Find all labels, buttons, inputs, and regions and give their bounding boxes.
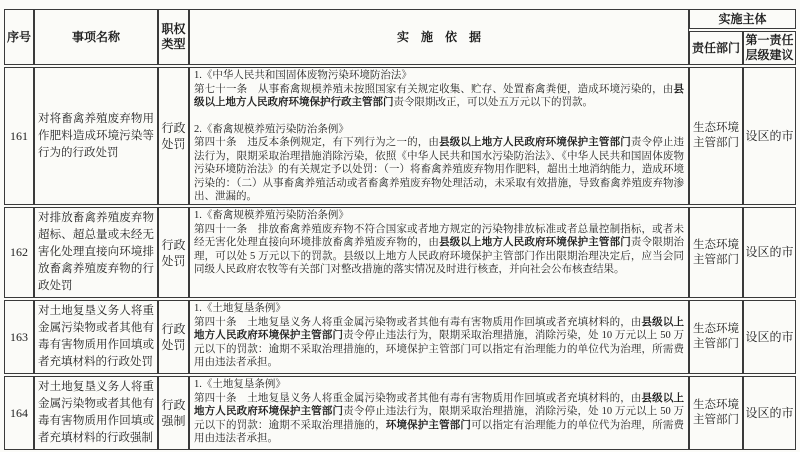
basis-text: 责令限期改正，可以处五万元以下的罚款。 (393, 97, 593, 108)
level-suggestion-cell: 设区的市 (743, 376, 796, 450)
table-row (4, 376, 796, 450)
header-power-type: 职权类型 (158, 9, 189, 65)
table-row (4, 207, 796, 298)
basis-paragraph (194, 392, 684, 446)
legal-basis-cell (189, 300, 689, 374)
header-serial: 序号 (4, 9, 34, 65)
serial-cell: 162 (4, 207, 34, 298)
basis-text: 第四十条 违反本条例规定，有下列行为之一的，由 (194, 137, 440, 148)
department-cell: 生态环境主管部门 (689, 376, 743, 450)
item-name-cell: 对土地复垦义务人将重金属污染物或者其他有毒有害物质用作回填或者充填材料的行政强制 (34, 376, 158, 450)
serial-cell: 161 (4, 67, 34, 205)
basis-text: 责令限期治理，可以处 5 万元以下的罚款。县级以上地方人民政府环境保护主管部门作出限期治理决定后，应当会同同级人民政府农牧等有关部门对整改措施的落实情况及时进行核查，并向社会公布核查结果。 (194, 237, 685, 275)
authority-name-bold: 县级以上地方人民政府环境保护主管部门 (439, 137, 631, 148)
basis-text: 可以指定有治理能力的单位代为治理，所需费用由违法者承担。 (194, 419, 685, 444)
basis-paragraph (194, 83, 684, 110)
basis-text: 第七十一条 从事畜禽规模养殖未按照国家有关规定收集、贮存、处置畜禽粪便，造成环境污染的，由 (194, 83, 674, 95)
basis-text: 责令停止违法行为，限期采取治理措施，消除污染，处 10 万元以上 50 万元以下的罚款：逾期不采取治理措施的，环境保护主管部门可以指定有治理能力的单位代为治理，所需费用由违法者承担。 (194, 330, 685, 368)
basis-paragraph (194, 123, 684, 137)
authority-name-bold: 县级以上地方人民政府环境保护主管部门 (439, 237, 631, 248)
authority-name-bold: 环境保护主管部门 (385, 419, 472, 431)
table-body (4, 67, 796, 450)
basis-text: 1.《畜禽规模养殖污染防治条例》 (194, 210, 349, 221)
serial-cell: 163 (4, 300, 34, 374)
legal-basis-cell (189, 207, 689, 298)
department-cell: 生态环境主管部门 (689, 67, 743, 205)
basis-text: 1.《土地复垦条例》 (194, 303, 286, 314)
authority-name-bold: 县级以上地方人民政府环境保护行政主管部门 (194, 83, 684, 108)
level-suggestion-cell: 设区的市 (743, 67, 796, 205)
basis-text: 1.《中华人民共和国固体废物污染环境防治法》 (194, 70, 412, 81)
legal-basis-cell (189, 376, 689, 450)
basis-paragraph (194, 316, 684, 370)
item-name-cell: 对土地复垦义务人将重金属污染物或者其他有毒有害物质用作回填或者充填材料的行政处罚 (34, 300, 158, 374)
header-responsible-department: 责任部门 (689, 31, 743, 65)
item-name-cell: 对将畜禽养殖废弃物用作肥料造成环境污染等行为的行政处罚 (34, 67, 158, 205)
serial-cell: 164 (4, 376, 34, 450)
basis-paragraph (194, 136, 684, 204)
header-implementing-subject: 实施主体 (689, 9, 796, 29)
authority-name-bold: 县级以上地方人民政府环境保护主管部门 (194, 316, 684, 341)
power-type-cell: 行政处罚 (158, 67, 189, 205)
basis-text: 第四十一条 排放畜禽养殖废弃物不符合国家或者地方规定的污染物排放标准或者总量控制指标，或者未经无害化处理直接向环境排放畜禽养殖废弃物的，由 (194, 223, 684, 248)
legal-basis-cell (189, 67, 689, 205)
header-legal-basis: 实 施 依 据 (189, 9, 689, 65)
basis-text: 第四十条 土地复垦义务人将重金属污染物或者其他有毒有害物质用作回填或者充填材料的，由 (194, 392, 642, 404)
power-type-cell: 行政处罚 (158, 300, 189, 374)
basis-paragraph (194, 378, 684, 392)
header-first-responsibility-level: 第一责任层级建议 (743, 31, 796, 65)
header-item-name: 事项名称 (34, 9, 158, 65)
table-row (4, 67, 796, 205)
basis-text: 第四十条 土地复垦义务人将重金属污染物或者其他有毒有害物质用作回填或者充填材料的，由 (194, 316, 642, 328)
basis-text: 责令停止违法行为，限期采取治理措施消除污染，依照《中华人民共和国水污染防治法》、《中华人民共和国固体废物污染环境防治法》的有关规定予以处罚：（一）将畜禽养殖废弃物用作肥料，超出土地消纳能力，造成环境污染的：（二）从事畜禽养殖活动或者畜禽养殖废弃物处理活动，未采取有效措施，导致畜禽养殖废弃物渗出、泄漏的。 (194, 137, 685, 202)
basis-text: 1.《土地复垦条例》 (194, 379, 286, 390)
item-name-cell: 对排放畜禽养殖废弃物超标、超总量或未经无害化处理直接向环境排放畜禽养殖废弃物的行政处罚 (34, 207, 158, 298)
basis-text: 责令停止违法行为，限期采取治理措施，消除污染，处 10 万元以上 50 万元以下的罚款：逾期不采取治理措施的， (194, 406, 685, 431)
department-cell: 生态环境主管部门 (689, 207, 743, 298)
power-type-cell: 行政处罚 (158, 207, 189, 298)
table-header (4, 9, 796, 65)
basis-text: 2.《畜禽规模养殖污染防治条例》 (194, 123, 349, 135)
level-suggestion-cell: 设区的市 (743, 207, 796, 298)
department-cell: 生态环境主管部门 (689, 300, 743, 374)
basis-paragraph (194, 223, 684, 277)
basis-paragraph (194, 302, 684, 316)
power-responsibility-table (4, 7, 796, 452)
authority-name-bold: 县级以上地方人民政府环境保护主管部门 (194, 392, 684, 417)
basis-paragraph (194, 69, 684, 83)
blank-line (194, 110, 684, 123)
power-type-cell: 行政强制 (158, 376, 189, 450)
basis-paragraph (194, 209, 684, 223)
table-row (4, 300, 796, 374)
level-suggestion-cell: 设区的市 (743, 300, 796, 374)
